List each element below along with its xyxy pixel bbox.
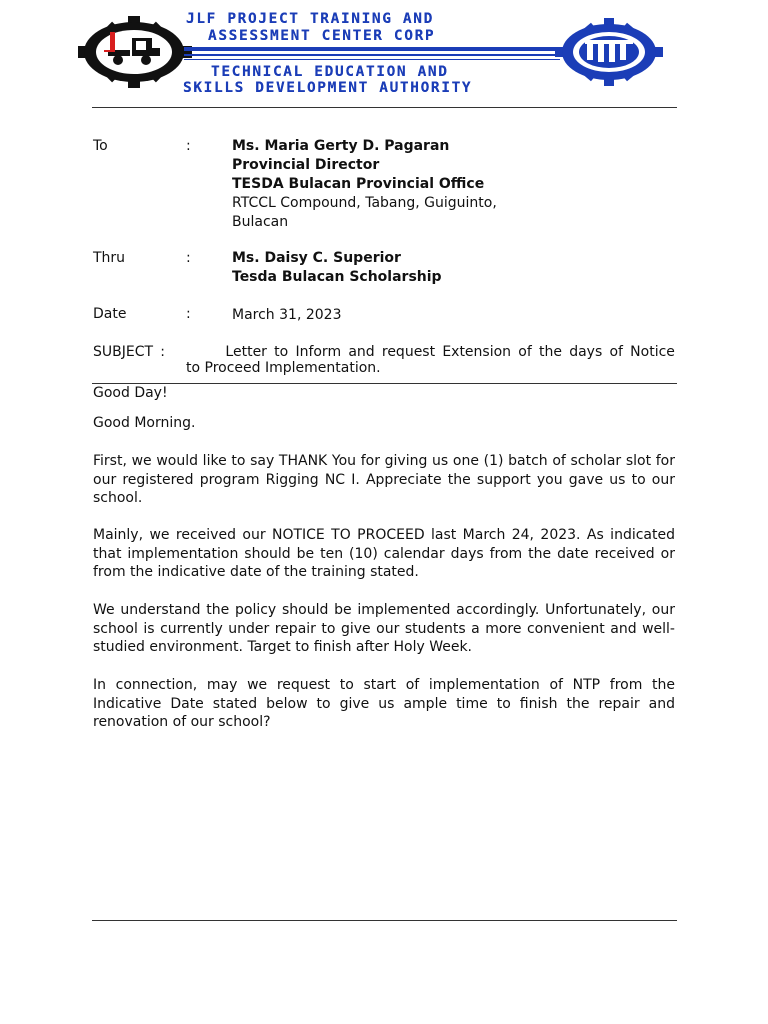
subject-word: Notice	[630, 344, 675, 360]
date-colon: :	[186, 306, 191, 322]
paragraph-4: In connection, may we request to start of implementation of NTP from the Indicative Date stated below to give us ample time to finish the repair and renovation of our school?	[93, 677, 675, 731]
letterhead	[0, 0, 768, 110]
thru-name: Ms. Daisy C. Superior	[232, 250, 401, 266]
org-name-line2: ASSESSMENT CENTER CORP	[208, 28, 436, 44]
recipient-name: Ms. Maria Gerty D. Pagaran	[232, 138, 450, 154]
thru-colon: :	[186, 250, 191, 266]
forklift-gear-logo-icon	[78, 16, 198, 88]
subject-word: Letter	[225, 344, 267, 360]
org-name-line1: JLF PROJECT TRAINING AND	[186, 11, 434, 27]
recipient-address-line2: Bulacan	[232, 214, 289, 230]
subject-word: of	[518, 344, 532, 360]
greeting-1: Good Day!	[93, 385, 168, 401]
thru-office: Tesda Bulacan Scholarship	[232, 269, 442, 285]
date-label: Date	[93, 306, 127, 322]
paragraph-1: First, we would like to say THANK You for giving us one (1) batch of scholar slot for our registered program Rigging NC I. Appreciate the support you gave us to our school.	[93, 453, 675, 507]
thru-label: Thru	[93, 250, 126, 266]
subject-word: to	[274, 344, 289, 360]
org-name-line4: SKILLS DEVELOPMENT AUTHORITY	[183, 80, 473, 96]
paragraph-3: We understand the policy should be implemented accordingly. Unfortunately, our school is currently under repair to give our students a more convenient and well-studied environment. Target to finish after Holy Week.	[93, 602, 675, 656]
subject-word: of	[609, 344, 623, 360]
date-value: March 31, 2023	[232, 307, 342, 323]
tesda-seal-logo-icon	[554, 18, 664, 86]
org-name-line3: TECHNICAL EDUCATION AND	[211, 64, 449, 80]
recipient-position: Provincial Director	[232, 157, 380, 173]
header-divider	[92, 107, 677, 108]
thru-block	[232, 249, 442, 287]
subject-word: Inform	[295, 344, 342, 360]
paragraph-2: Mainly, we received our NOTICE TO PROCEED last March 24, 2023. As indicated that implementation should be ten (10) calendar days from the date received or from the indicative date of the training stated.	[93, 527, 675, 581]
recipient-office: TESDA Bulacan Provincial Office	[232, 176, 485, 192]
letterhead-stripe	[184, 54, 560, 56]
subject-line2: to Proceed Implementation.	[186, 360, 381, 376]
letterhead-stripe	[184, 59, 560, 60]
greeting-2: Good Morning.	[93, 415, 196, 431]
footer-divider	[92, 920, 677, 921]
subject-colon: :	[160, 344, 165, 360]
subject-line1	[93, 344, 675, 360]
to-label: To	[93, 138, 108, 154]
subject-word: and	[348, 344, 375, 360]
subject-word: request	[381, 344, 436, 360]
letterhead-stripe	[184, 47, 560, 51]
recipient-block	[232, 137, 497, 232]
to-colon: :	[186, 138, 191, 154]
subject-word: the	[538, 344, 562, 360]
subject-label: SUBJECT	[93, 344, 154, 360]
subject-block	[93, 344, 675, 376]
recipient-address-line1: RTCCL Compound, Tabang, Guiguinto,	[232, 195, 497, 211]
subject-word: Extension	[442, 344, 512, 360]
subject-word: days	[569, 344, 603, 360]
